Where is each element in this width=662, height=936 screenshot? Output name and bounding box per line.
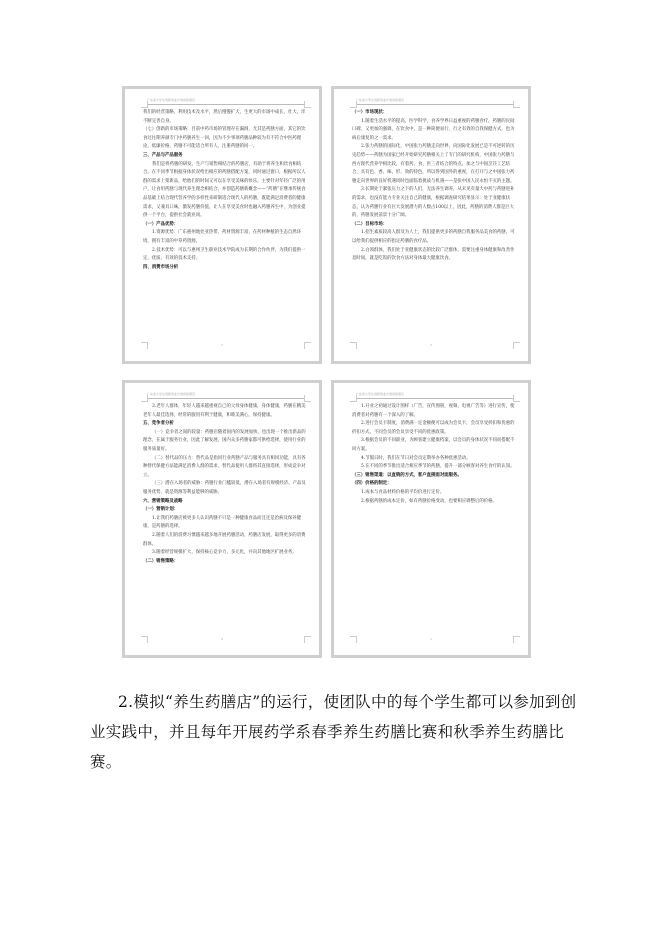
crop-mark: [141, 395, 148, 402]
page-header-text: 广东省大学生创新创业计划训练项目: [147, 98, 196, 102]
page-body: [352, 403, 516, 506]
document-page-thumbnail: [122, 380, 322, 658]
crop-mark: [304, 101, 311, 108]
paragraph: 3.长期处于紧张压力之下的人们，无法养生调养，从未见有量大中药与药膳进补的需求，也没有能力专业关注自己的健康，根据调查研究结果显示：处于亚健康状态，认为药膳行业有巨大发展潜力的人数占100以上，因此，药膳的消费人群是巨大的，药膳发展前景十分广阔。: [352, 187, 515, 219]
section-heading: 三、产品与产品服务: [143, 152, 183, 158]
section-heading: 六、营销策略及战略: [143, 498, 183, 504]
page-header: [147, 98, 305, 105]
crop-mark: [304, 395, 311, 402]
paragraph: 5.在不同的季节推出适合相应季节的药膳，提升一部分顾客对养生食疗的认知。: [361, 464, 515, 470]
paragraph: 我们的经营策略，利用技术及水平，然后慢慢扩大，生更大的市场中成长，壮大，洋不断完善自身。: [143, 110, 306, 124]
paragraph: 1.成本与食品材料价格的平均价进行定价。: [361, 489, 445, 495]
paragraph: 1.让我们药膳店被更多人认识药膳不只是一种健康食品而且还是治病及保养健康，是药膳的选择。: [143, 515, 302, 530]
page-number: 4: [221, 637, 223, 641]
section-heading: （三）销售渠道：以直销的方式，客户直接面对面服务。: [352, 472, 462, 478]
section-heading: （二）目标市场：: [352, 221, 388, 227]
page-number: 5: [430, 637, 432, 641]
section-heading: 四、消费市场分析: [143, 264, 179, 270]
page-header-text: 广东省大学生创新创业计划训练项目: [356, 392, 405, 396]
crop-mark: [141, 101, 148, 108]
paragraph: 1.资源优势：广东惠州地处亚热带，药材资源丰富，在药材种植的生态自然环境，拥有丰富的中草药资源。: [143, 230, 302, 244]
document-page-thumbnail: [331, 380, 531, 658]
paragraph: （七）创新的市场策略：目前中药市场的管理存在漏洞，尤其是药膳方面，其它的饮食过往期养颜专门中药膳养生一回，因为不少事项药膳品种较为有不符合中医药理论，低廉价格，药膳不可能适合所有人，注册药膳的同一。: [143, 127, 306, 150]
page-header: [356, 392, 514, 399]
section-heading: （一）市场现状：: [352, 110, 388, 115]
page-number: 2: [221, 343, 223, 347]
page-body: [352, 109, 516, 264]
page-body: [143, 403, 307, 566]
page-header-text: 广东省大学生创新创业计划训练项目: [147, 392, 196, 396]
section-heading: 五、竞争者分析: [143, 421, 174, 427]
body-paragraph: 2.模拟“养生药膳店”的运行，使团队中的每个学生都可以参加到创业实践中，并且每年开展药学系春季养生药膳比赛和秋季养生药膳比赛。: [90, 692, 577, 771]
crop-mark: [350, 101, 357, 108]
section-heading: （四）价格的制定：: [352, 481, 392, 487]
crop-mark: [350, 395, 357, 402]
page-number: 3: [430, 343, 432, 347]
paragraph: （二）替代品的压力：替代品是指同行业药膳产品与服务具有相同功能，具有各种替代保健方法能满足消费人群的需求，替代品使用人群将其直接选择，形成竞争对立。: [143, 455, 306, 478]
paragraph: 2.技术优势：可以与惠州卫生职业技术学院成为长期的合作伙伴，为我们提供一定、优质、有效的技术支持。: [143, 247, 306, 262]
page-body: [143, 109, 307, 272]
section-heading: （一）营销计划：: [143, 507, 179, 513]
crop-mark: [513, 101, 520, 108]
paragraph: 2.张力药膳的国际化，中国张力药膳走向世界，向国际化发展已是不可逆转的历史趋势——药膳为国家已经开始研究药膳相关上了专门的研究机构，中国张力药膳与西方现代营养学相比较，有着药、食、医三者结合的特点，加之与中国烹饪工艺结合，具有色、香、味、形、效的特色，所以得到国外的重视，在打开与之中国张力药膳走向世界的良好机遇同时也面临着挑战与机遇——是张中国人民永恒不灭的主题。: [352, 144, 515, 184]
paragraph: 1.开业之初通过设计图样（广告，宣传图册，视频，电视广告等）进行宣传，使消费者对药膳有一个深入的了解。: [352, 404, 515, 418]
document-page-thumbnail: [122, 86, 322, 364]
paragraph: 3.随着经营规模扩大，保持核心竞争力，多元化，并向其他地区扩展业务。: [152, 550, 297, 556]
paragraph: 2.进行会员卡制度，消费满一定金额便可以成为会员卡，会员享受折扣和优惠的折扣方式，不同会员的会员享受不同的优惠政策。: [352, 421, 515, 435]
paragraph: 3.老年人群体，年轻人越来越重视自己的父母身体健康，身体健康，药膳在精美老年人最佳选择，经常的服用有利于健康，和睦美满心，保持健康。: [143, 404, 306, 418]
paragraph: （三）潜在入场者的威胁：药膳行业门槛较低，潜在入场者有规模经济、产品及服务优势，就是资源等利益能够的威胁。: [143, 481, 306, 495]
paragraph: 我们是将药膳的研发、生产与销售相结合的药膳店，有助于将养生和饮食相结合。在不同季节根据身体状况给出相应的药膳搭配方案，同时通过窗口，根据所以人群的需求上架新品，给他们的时间又可以在享受美味的快乐，主要针对年轻广泛的用户，让食用药膳与现代养生理念相结合，并创造药膳新概念——“药膳”在继承传统食品基础上结合现代营养学的多样性来研制适合现代人的药膳，既能满足消费者的健康需求，又兼具口味，激发药膳价值，让人在享受美食时也融入药膳养生中，为创业提供一个平台，提供社会就业岗。: [143, 161, 306, 219]
section-heading: （一）产品优势：: [143, 221, 179, 227]
crop-mark: [513, 395, 520, 402]
paragraph: 3.根据会员的不同职业，为顾客建立健康档案，以会员的身体状况不同而搭配不同方案。: [352, 438, 515, 452]
paragraph: 2.随着人们的消费习惯越来越多地开展药膳活动，药膳店发展，取得更多的消费群体。: [143, 532, 306, 547]
page-header: [147, 392, 305, 399]
paragraph: 1.招生素质较高人群及为人士，我们提供更多的药膳自我服务品美食的药膳，可以给我们提供相应的指定药膳的食疗品。: [352, 230, 515, 244]
page-header-text: 广东省大学生创新创业计划训练项目: [356, 98, 405, 102]
document-page-thumbnail: [331, 86, 531, 364]
paragraph: 2.根据药膳的成本定价，如有药膳价格变动，也要相应调整后的价格。: [361, 498, 497, 504]
paragraph: 1.随着生活水平的提高，医学科学，食养学界日益重视的药膳食疗，药膳的民间口碑，又更加的强调，在饮食中，是一种简便易行，行之有效的自我保健方式，也为病后康复的之一需求。: [352, 118, 515, 141]
page-header: [356, 98, 514, 105]
document-thumbnail-grid: [118, 82, 542, 668]
paragraph: 2.白领群体，我们处于亚健康状态的比较广泛群体，需要注重身体健康和改善作息时间，就是吃饭的饮食方法对身体最大健康饮食。: [352, 247, 515, 262]
paragraph: （一）竞争者之间的较量：药膳店随着国内的发展加快，也出现一个推出新品的理念，在属于服务行业，因此了解发展，国内众多药膳家都可供给选择，使用行业的服务质量好。: [143, 429, 306, 452]
section-heading: （二）销售策略：: [143, 558, 179, 564]
paragraph: 4.节假日时，我们在节日对会员定期举办各种优惠活动。: [361, 455, 471, 461]
